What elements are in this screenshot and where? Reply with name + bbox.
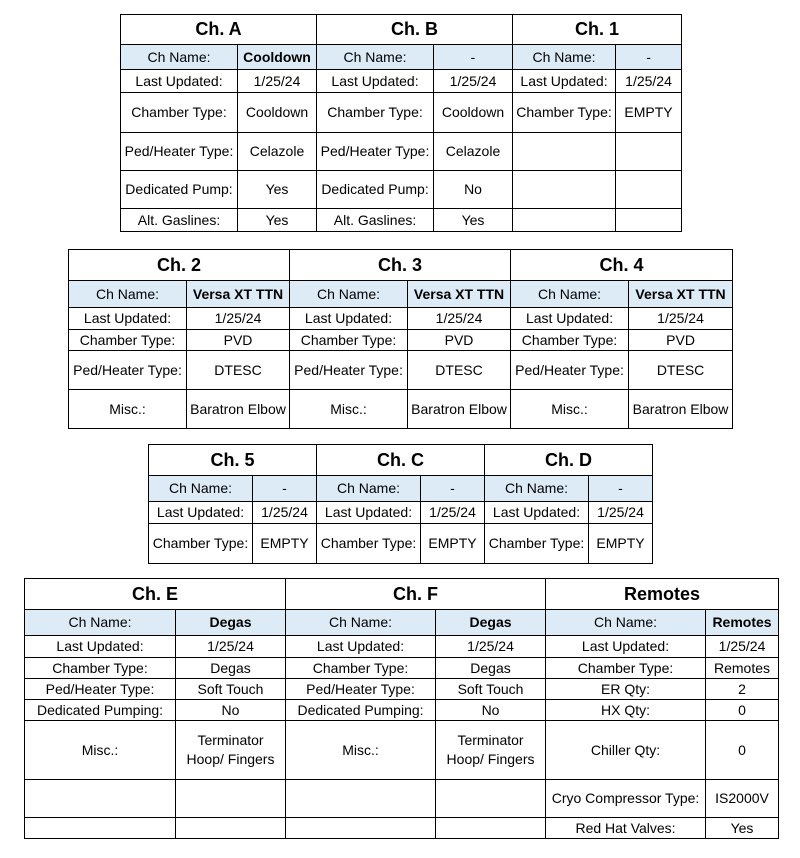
- field-label: Chamber Type:: [513, 93, 616, 133]
- field-value: 1/25/24: [408, 308, 511, 330]
- field-label: Misc.:: [290, 390, 408, 429]
- field-label: Ch Name:: [317, 45, 434, 70]
- field-label: Chamber Type:: [286, 658, 436, 679]
- field-label: Alt. Gaslines:: [121, 209, 238, 232]
- field-value: 2: [706, 679, 779, 700]
- field-value: [176, 818, 286, 839]
- field-value: 1/25/24: [253, 502, 317, 524]
- field-value: -: [434, 45, 513, 70]
- field-label: [513, 133, 616, 171]
- field-label: Ped/Heater Type:: [286, 679, 436, 700]
- field-label: Last Updated:: [121, 70, 238, 93]
- field-value: [616, 171, 682, 209]
- field-value: Cooldown: [238, 45, 317, 70]
- field-label: Ch Name:: [511, 281, 629, 308]
- field-label: Last Updated:: [286, 636, 436, 658]
- table-row4: [24, 578, 779, 839]
- chamber-title: Ch. F: [286, 579, 546, 610]
- field-value: EMPTY: [616, 93, 682, 133]
- field-label: [513, 171, 616, 209]
- field-label: Ch Name:: [121, 45, 238, 70]
- field-label: Last Updated:: [511, 308, 629, 330]
- field-value: Terminator Hoop/ Fingers: [436, 721, 546, 780]
- field-value: -: [421, 476, 485, 502]
- field-value: Yes: [434, 209, 513, 232]
- field-label: Last Updated:: [69, 308, 187, 330]
- field-value: Yes: [238, 209, 317, 232]
- field-value: 1/25/24: [187, 308, 290, 330]
- chamber-title: Ch. E: [25, 579, 286, 610]
- field-value: -: [589, 476, 653, 502]
- field-value: Baratron Elbow: [629, 390, 733, 429]
- field-label: Ped/Heater Type:: [511, 351, 629, 390]
- field-label: Chamber Type:: [317, 93, 434, 133]
- field-value: [176, 780, 286, 818]
- field-value: 1/25/24: [434, 70, 513, 93]
- field-label: Last Updated:: [546, 636, 706, 658]
- field-value: 1/25/24: [629, 308, 733, 330]
- field-label: Last Updated:: [25, 636, 176, 658]
- field-value: 1/25/24: [176, 636, 286, 658]
- field-value: PVD: [629, 330, 733, 351]
- field-value: IS2000V: [706, 780, 779, 818]
- field-label: Ped/Heater Type:: [121, 133, 238, 171]
- field-label: Ped/Heater Type:: [25, 679, 176, 700]
- field-label: HX Qty:: [546, 700, 706, 721]
- field-label: Cryo Compressor Type:: [546, 780, 706, 818]
- field-value: 0: [706, 721, 779, 780]
- table-row3: [148, 444, 653, 564]
- field-value: Degas: [436, 610, 546, 636]
- field-value: 1/25/24: [589, 502, 653, 524]
- field-value: Degas: [176, 610, 286, 636]
- field-value: EMPTY: [421, 524, 485, 564]
- field-label: Ch Name:: [485, 476, 589, 502]
- field-label: Dedicated Pumping:: [25, 700, 176, 721]
- field-label: Misc.:: [286, 721, 436, 780]
- field-label: Ped/Heater Type:: [317, 133, 434, 171]
- field-value: PVD: [408, 330, 511, 351]
- field-label: [25, 818, 176, 839]
- field-label: Chamber Type:: [121, 93, 238, 133]
- chamber-title: Ch. C: [317, 445, 485, 476]
- field-label: Dedicated Pumping:: [286, 700, 436, 721]
- field-label: Chamber Type:: [69, 330, 187, 351]
- chamber-title: Remotes: [546, 579, 779, 610]
- field-label: Chamber Type:: [149, 524, 253, 564]
- field-label: Last Updated:: [317, 502, 421, 524]
- field-label: Ch Name:: [290, 281, 408, 308]
- field-label: Chamber Type:: [290, 330, 408, 351]
- field-value: 0: [706, 700, 779, 721]
- field-value: Remotes: [706, 610, 779, 636]
- chamber-title: Ch. D: [485, 445, 653, 476]
- field-value: Versa XT TTN: [408, 281, 511, 308]
- chamber-title: Ch. 3: [290, 250, 511, 281]
- chamber-title: Ch. B: [317, 15, 513, 45]
- field-label: Chamber Type:: [317, 524, 421, 564]
- field-label: Ped/Heater Type:: [69, 351, 187, 390]
- field-value: Cooldown: [238, 93, 317, 133]
- field-label: Ch Name:: [513, 45, 616, 70]
- field-label: Last Updated:: [290, 308, 408, 330]
- field-value: DTESC: [408, 351, 511, 390]
- field-value: -: [253, 476, 317, 502]
- field-label: Chamber Type:: [511, 330, 629, 351]
- field-label: Dedicated Pump:: [121, 171, 238, 209]
- field-label: Chiller Qty:: [546, 721, 706, 780]
- field-label: Ch Name:: [25, 610, 176, 636]
- field-label: Ped/Heater Type:: [290, 351, 408, 390]
- field-value: Yes: [706, 818, 779, 839]
- field-label: Chamber Type:: [485, 524, 589, 564]
- field-value: [436, 780, 546, 818]
- field-label: [513, 209, 616, 232]
- field-value: Versa XT TTN: [187, 281, 290, 308]
- field-value: No: [436, 700, 546, 721]
- field-label: Last Updated:: [485, 502, 589, 524]
- field-label: Chamber Type:: [546, 658, 706, 679]
- field-label: Ch Name:: [286, 610, 436, 636]
- field-label: Ch Name:: [317, 476, 421, 502]
- field-value: Remotes: [706, 658, 779, 679]
- table-row2: [68, 249, 733, 429]
- field-label: Misc.:: [69, 390, 187, 429]
- chamber-title: Ch. A: [121, 15, 317, 45]
- field-label: [286, 818, 436, 839]
- field-label: [25, 780, 176, 818]
- field-value: Soft Touch: [436, 679, 546, 700]
- field-label: Misc.:: [25, 721, 176, 780]
- chamber-title: Ch. 4: [511, 250, 733, 281]
- field-value: Degas: [176, 658, 286, 679]
- field-label: Misc.:: [511, 390, 629, 429]
- field-label: Ch Name:: [546, 610, 706, 636]
- chamber-title: Ch. 1: [513, 15, 682, 45]
- field-label: ER Qty:: [546, 679, 706, 700]
- field-value: Celazole: [434, 133, 513, 171]
- field-value: Degas: [436, 658, 546, 679]
- table-row1: [120, 14, 682, 232]
- field-value: Celazole: [238, 133, 317, 171]
- chamber-title: Ch. 2: [69, 250, 290, 281]
- field-value: PVD: [187, 330, 290, 351]
- field-value: Versa XT TTN: [629, 281, 733, 308]
- field-label: [286, 780, 436, 818]
- field-value: [436, 818, 546, 839]
- field-value: Cooldown: [434, 93, 513, 133]
- field-value: 1/25/24: [616, 70, 682, 93]
- field-value: DTESC: [629, 351, 733, 390]
- field-label: Last Updated:: [317, 70, 434, 93]
- field-value: Baratron Elbow: [408, 390, 511, 429]
- field-value: Terminator Hoop/ Fingers: [176, 721, 286, 780]
- field-label: Red Hat Valves:: [546, 818, 706, 839]
- field-value: [616, 209, 682, 232]
- field-label: Last Updated:: [149, 502, 253, 524]
- field-value: DTESC: [187, 351, 290, 390]
- field-label: Chamber Type:: [25, 658, 176, 679]
- chamber-title: Ch. 5: [149, 445, 317, 476]
- field-label: Alt. Gaslines:: [317, 209, 434, 232]
- field-value: 1/25/24: [436, 636, 546, 658]
- field-label: Last Updated:: [513, 70, 616, 93]
- field-value: [616, 133, 682, 171]
- field-value: Baratron Elbow: [187, 390, 290, 429]
- field-value: EMPTY: [589, 524, 653, 564]
- field-value: No: [434, 171, 513, 209]
- field-value: EMPTY: [253, 524, 317, 564]
- field-value: Yes: [238, 171, 317, 209]
- field-value: 1/25/24: [421, 502, 485, 524]
- field-value: No: [176, 700, 286, 721]
- field-label: Dedicated Pump:: [317, 171, 434, 209]
- field-label: Ch Name:: [69, 281, 187, 308]
- field-value: Soft Touch: [176, 679, 286, 700]
- field-value: -: [616, 45, 682, 70]
- field-value: 1/25/24: [706, 636, 779, 658]
- field-value: 1/25/24: [238, 70, 317, 93]
- field-label: Ch Name:: [149, 476, 253, 502]
